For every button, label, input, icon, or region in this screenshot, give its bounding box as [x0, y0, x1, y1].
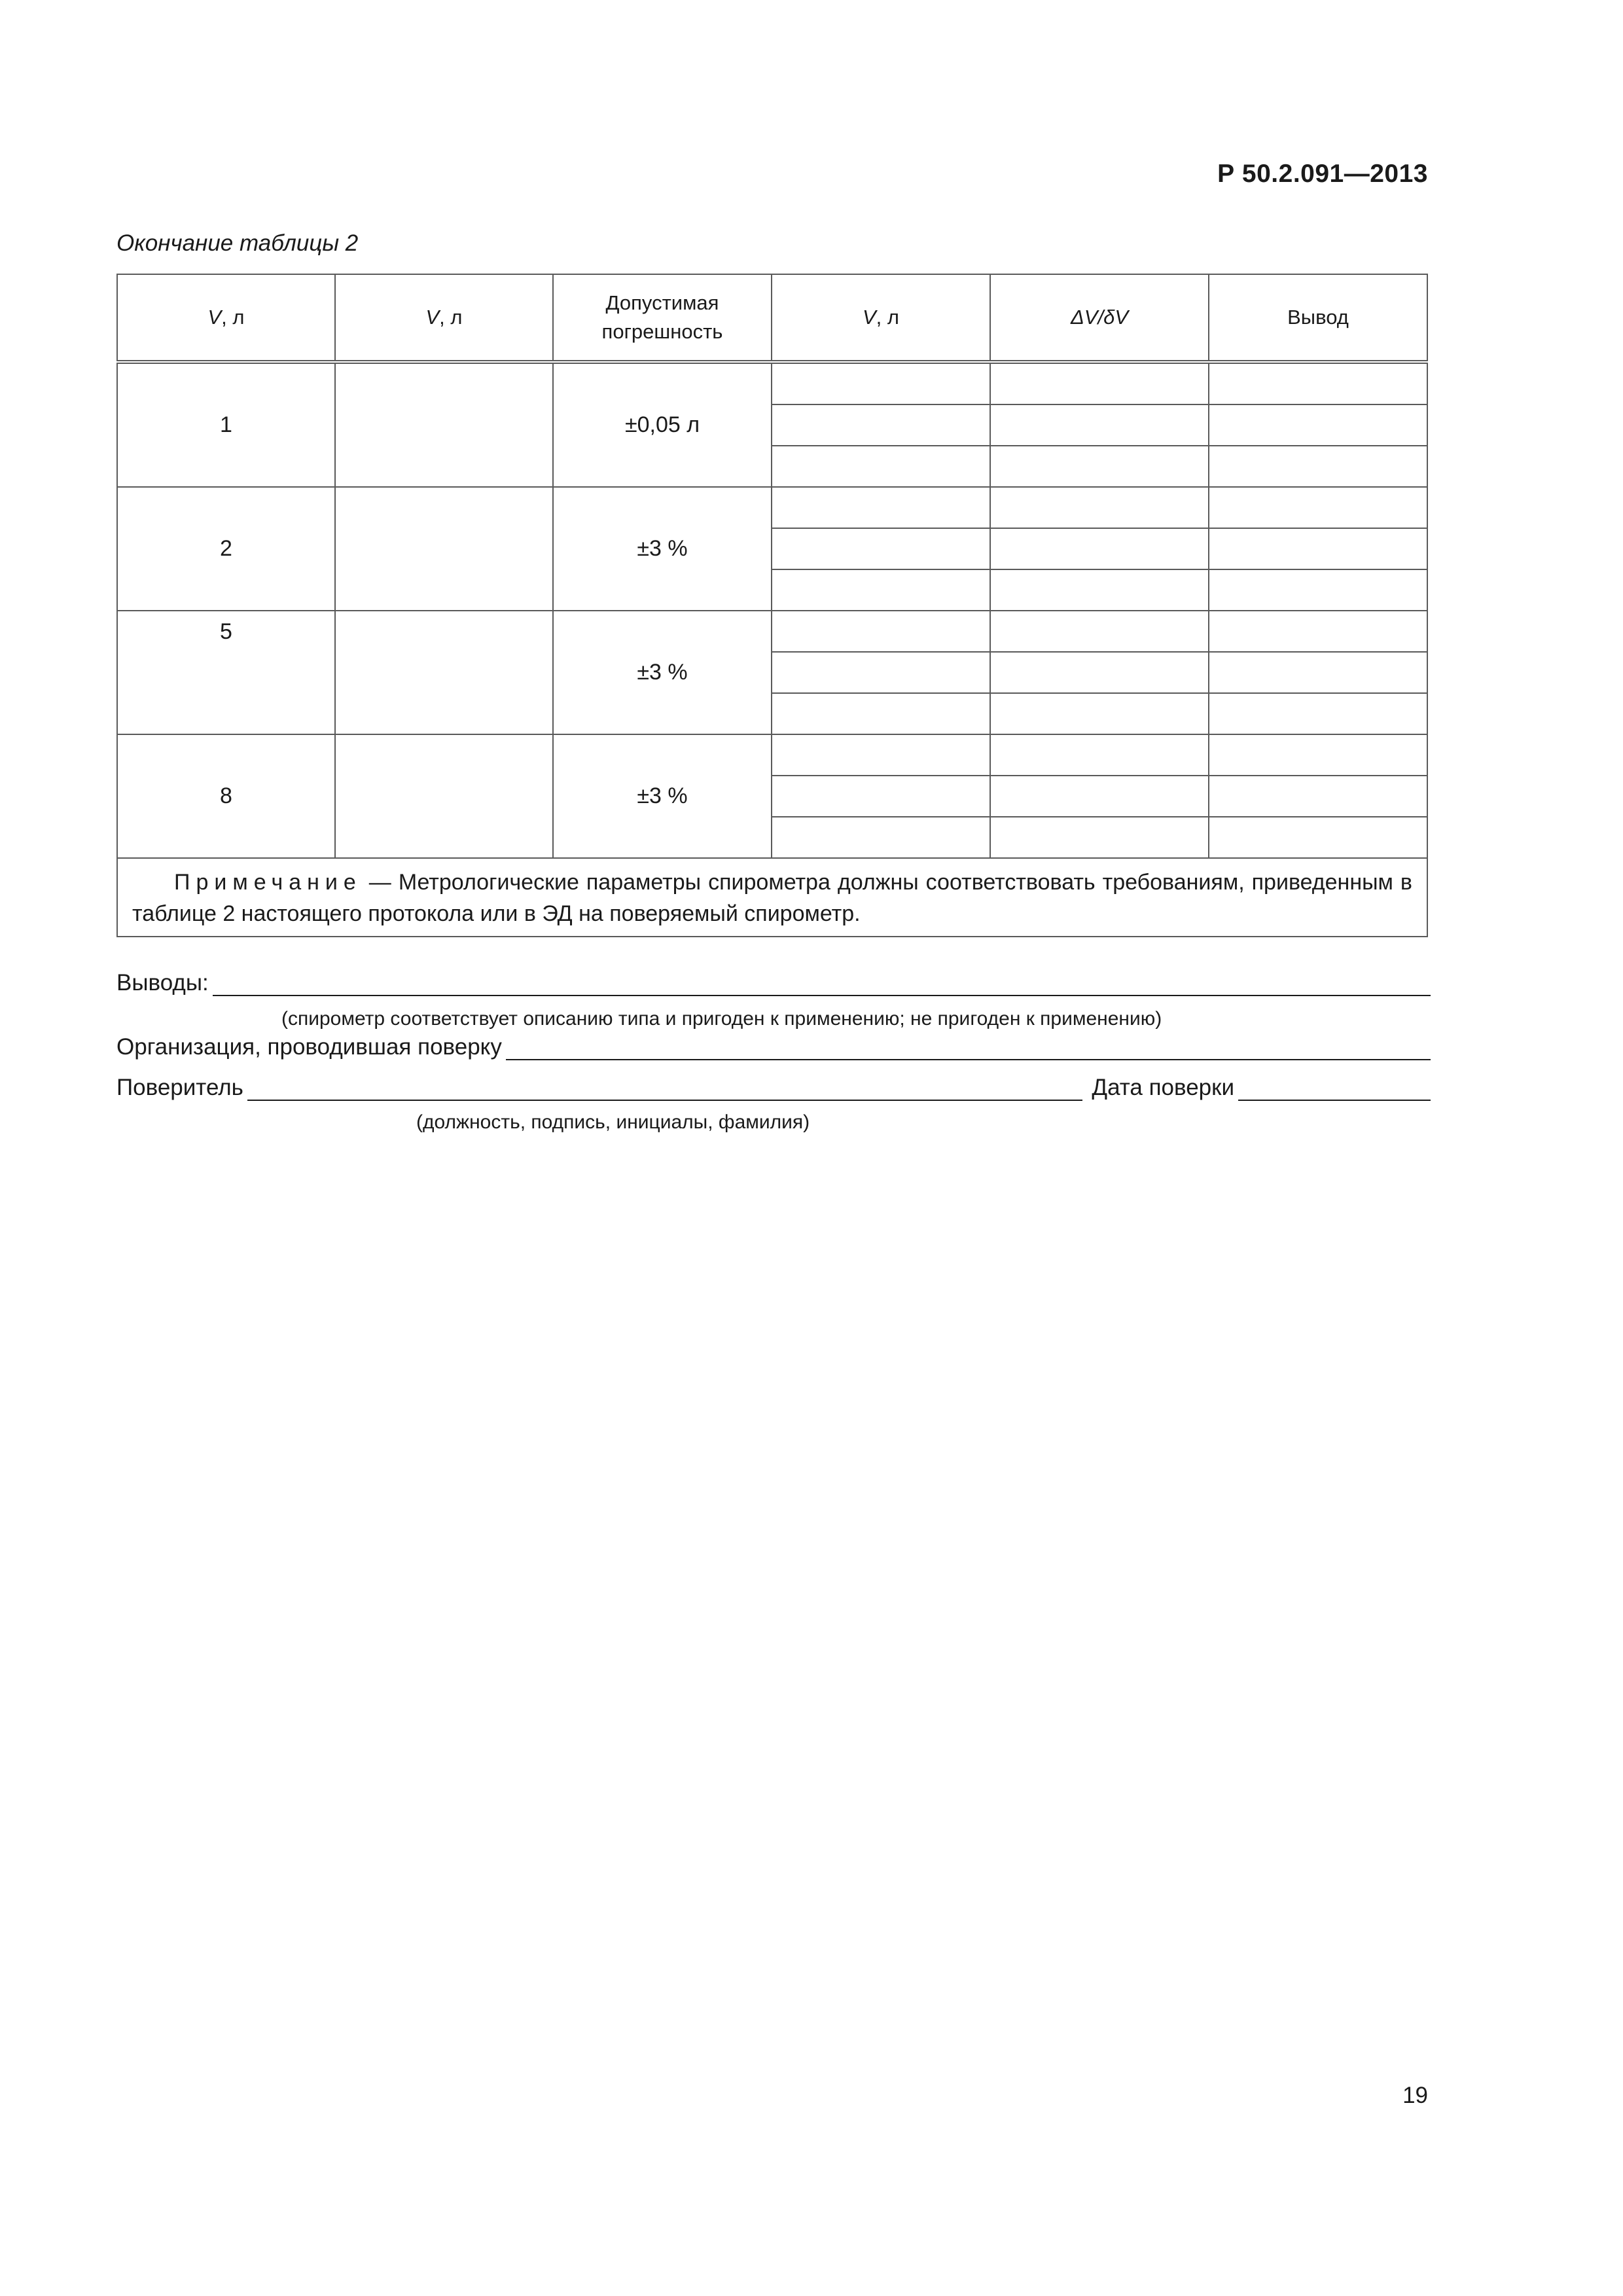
volume-cell: 1: [117, 362, 335, 487]
reading-cell: [772, 487, 990, 528]
reading-cell: [772, 693, 990, 734]
date-label: Дата поверки: [1092, 1075, 1234, 1100]
conclusion-cell: [1209, 487, 1427, 528]
error-cell: [990, 652, 1209, 693]
note-prefix: Примечание: [174, 870, 362, 895]
error-cell: [990, 776, 1209, 817]
conclusion-cell: [1209, 569, 1427, 611]
page-number: 19: [1402, 2083, 1428, 2108]
col-header-volume-reading: V, л: [772, 274, 990, 362]
error-cell: [990, 404, 1209, 446]
standard-code: Р 50.2.091—2013: [1217, 160, 1428, 188]
reading-cell: [772, 446, 990, 487]
error-cell: [990, 569, 1209, 611]
reading-cell: [772, 611, 990, 652]
reading-cell: [772, 734, 990, 776]
col-header-reference-volume: V, л: [117, 274, 335, 362]
volume-cell: 5: [117, 611, 335, 734]
error-cell: [990, 446, 1209, 487]
reading-cell: [772, 817, 990, 858]
conclusion-cell: [1209, 734, 1427, 776]
measured-volume-cell: [335, 611, 553, 734]
conclusions-line: [116, 970, 1431, 996]
table-row: [117, 734, 1427, 776]
table-note-row: [117, 858, 1427, 937]
table-row: [117, 487, 1427, 528]
organization-label: Организация, проводившая поверку: [116, 1034, 502, 1060]
reading-cell: [772, 362, 990, 404]
conclusion-cell: [1209, 652, 1427, 693]
reading-cell: [772, 404, 990, 446]
tolerance-cell: ±3 %: [553, 734, 772, 858]
verifier-field[interactable]: [247, 1076, 1082, 1101]
organization-field[interactable]: [506, 1035, 1431, 1060]
date-field[interactable]: [1238, 1076, 1431, 1101]
verifier-line: [116, 1075, 1431, 1101]
table-note: [117, 858, 1427, 937]
organization-line: [116, 1034, 1431, 1060]
table-caption: Окончание таблицы 2: [116, 230, 359, 256]
verifier-label: Поверитель: [116, 1075, 243, 1100]
table-header-row: [117, 274, 1427, 362]
conclusion-cell: [1209, 776, 1427, 817]
error-cell: [990, 611, 1209, 652]
col-header-tolerance: Допустимая погрешность: [553, 274, 772, 362]
measured-volume-cell: [335, 362, 553, 487]
measured-volume-cell: [335, 734, 553, 858]
reading-cell: [772, 776, 990, 817]
conclusion-cell: [1209, 362, 1427, 404]
error-cell: [990, 817, 1209, 858]
tolerance-cell: ±0,05 л: [553, 362, 772, 487]
conclusion-cell: [1209, 817, 1427, 858]
reading-cell: [772, 652, 990, 693]
measured-volume-cell: [335, 487, 553, 611]
error-cell: [990, 734, 1209, 776]
error-cell: [990, 693, 1209, 734]
reading-cell: [772, 528, 990, 569]
volume-cell: 8: [117, 734, 335, 858]
tolerance-cell: ±3 %: [553, 487, 772, 611]
conclusion-cell: [1209, 446, 1427, 487]
conclusion-cell: [1209, 611, 1427, 652]
conclusions-hint: (спирометр соответствует описанию типа и пригоден к применению; не пригоден к применению): [281, 1008, 1162, 1030]
conclusions-field[interactable]: [213, 971, 1431, 996]
conclusions-label: Выводы:: [116, 970, 209, 996]
verifier-hint: (должность, подпись, инициалы, фамилия): [416, 1111, 810, 1133]
col-header-conclusion: Вывод: [1209, 274, 1427, 362]
error-cell: [990, 487, 1209, 528]
volume-cell: 2: [117, 487, 335, 611]
table-row: [117, 362, 1427, 404]
error-cell: [990, 362, 1209, 404]
note-text: — Метрологические параметры спирометра должны соответствовать требованиям, приведенным в таблице 2 настоящего протокола или в ЭД на поверяемый спирометр.: [132, 870, 1412, 926]
conclusion-cell: [1209, 693, 1427, 734]
reading-cell: [772, 569, 990, 611]
col-header-measured-volume: V, л: [335, 274, 553, 362]
verification-table: [116, 274, 1428, 937]
conclusion-cell: [1209, 528, 1427, 569]
table-row: [117, 611, 1427, 652]
conclusion-cell: [1209, 404, 1427, 446]
error-cell: [990, 528, 1209, 569]
col-header-error-ratio: ΔV/δV: [990, 274, 1209, 362]
tolerance-cell: ±3 %: [553, 611, 772, 734]
